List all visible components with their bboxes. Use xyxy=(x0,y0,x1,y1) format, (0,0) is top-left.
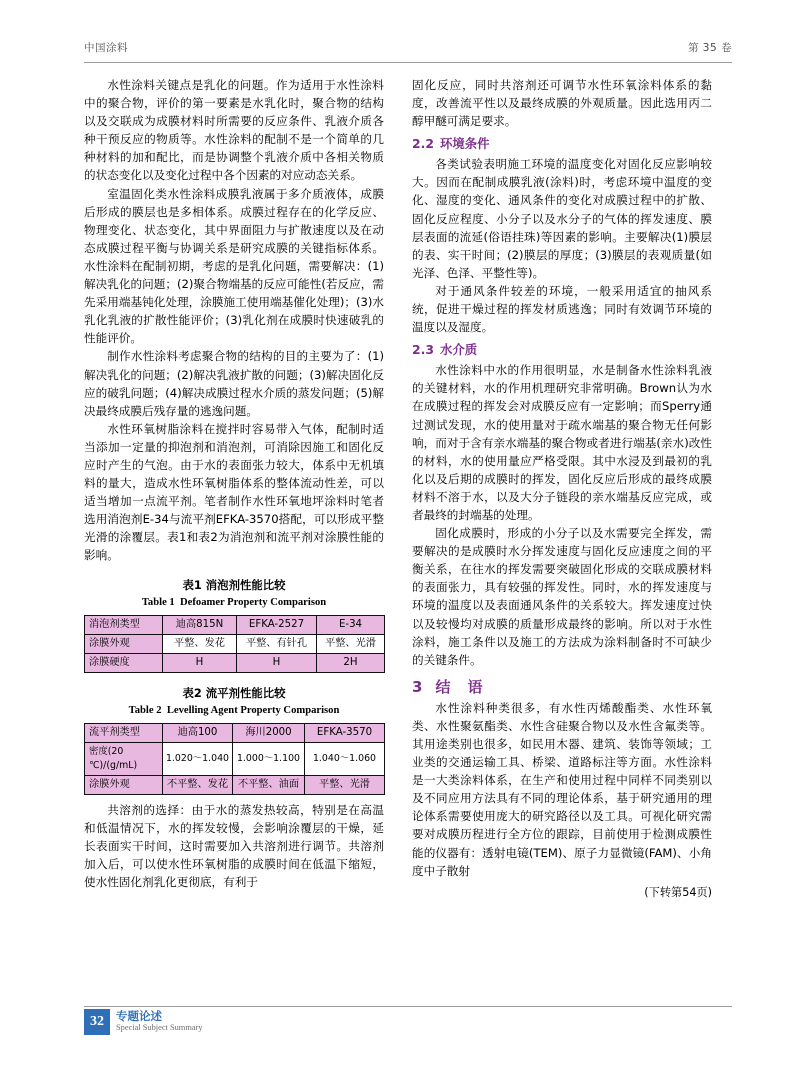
paragraph: 固化成膜时，形成的小分子以及水需要完全挥发，需要解决的是成膜时水分挥发速度与固化反应速度之间的平衡关系，在往水的挥发需要突破固化形成的交联成膜材料的表面张力，具有较强的挥发性。同时，水的挥发速度与环境的温度以及表面通风条件的关系较大。挥发速度过快以及较慢均对成膜的质量形成最终的影响。所以对于水性涂料，施工条件以及施工的方法成为涂料制备时不可缺少的关键条件。 xyxy=(412,526,712,667)
footer-section-cn: 专题论述 xyxy=(116,1009,162,1023)
cell: 不平整、发花 xyxy=(163,775,233,794)
cell: 1.000～1.100 xyxy=(233,742,305,775)
levelling-agent-table xyxy=(84,723,385,795)
section-number: 3 xyxy=(412,677,424,696)
page-number-badge: 32 xyxy=(84,1009,110,1035)
cell: 迪高815N xyxy=(163,615,237,634)
row-label: 流平剂类型 xyxy=(85,723,163,742)
continuation-note: (下转第54页) xyxy=(644,885,712,899)
table2-title xyxy=(84,685,384,702)
paragraph: 水性涂料中水的作用很明显，水是制备水性涂料乳液的关键材料，水的作用机理研究非常明确。Brown认为水在成膜过程的挥发会对成膜反应有一定影响；而Sperry通过测试发现，水的使用量对于疏水端基的聚合物无任何影响，而对于含有亲水端基的聚合物或者进行端基(亲水)改性的材料，水的使用量应严格受限。其中水浸及到最初的乳化以及后期的成膜时的挥发，固化反应后形成的最终成膜材料不溶于水，以及大分子链段的亲水端基反应完成，或者最终的封端基的处理。 xyxy=(412,363,712,522)
table2-block xyxy=(84,685,384,795)
section-title: 环境条件 xyxy=(439,136,490,152)
footer-divider xyxy=(84,1006,732,1007)
table2-number: 表2 xyxy=(182,685,202,700)
section-heading-2-3 xyxy=(412,340,712,360)
table-row xyxy=(85,775,385,794)
page-footer xyxy=(84,1009,384,1043)
section-number: 2.3 xyxy=(412,342,434,358)
header-divider xyxy=(84,62,732,63)
row-label: 涂膜硬度 xyxy=(85,653,163,672)
table1-block xyxy=(84,577,384,673)
cell: 平整、光滑 xyxy=(317,634,385,653)
cell: 平整、有针孔 xyxy=(237,634,317,653)
table1-title xyxy=(84,577,384,594)
cell: 海川2000 xyxy=(233,723,305,742)
paragraph: 水性涂料关键点是乳化的问题。作为适用于水性涂料中的聚合物，评价的第一要素是水乳化时，聚合物的结构以及交联成为成膜材料时所需要的反应条件、乳液介质各种干预反应的物质等。水性涂料的配制不是一个简单的几种材料的加和配比，而是协调整个乳液介质中各相关物质的状态变化以及变化过程中各个因素的对应动态关系。 xyxy=(84,78,384,183)
cell: H xyxy=(237,653,317,672)
cell: 1.040～1.060 xyxy=(305,742,385,775)
row-label: 密度(20 ℃)/(g/mL) xyxy=(85,742,163,775)
cell: 平整、发花 xyxy=(163,634,237,653)
paragraph: 共溶剂的选择：由于水的蒸发热较高，特别是在高温和低温情况下，水的挥发较慢，会影响涂覆层的干燥，延长表面实干时间，这时需要加入共溶剂进行调节。共溶剂加入后，可以使水性环氧树脂的成膜时间在低温下缩短，使水性固化剂乳化更彻底，有利于 xyxy=(84,802,384,889)
table-row xyxy=(85,615,385,634)
table2-title-cn: 流平剂性能比较 xyxy=(205,685,286,700)
table1-title-en-line xyxy=(84,595,384,611)
paragraph: 水性涂料种类很多，有水性丙烯酸酯类、水性环氧类、水性聚氨酯类、水性含硅聚合物以及水性含氟类等。其用途类别也很多，如民用木器、建筑、装饰等领域；工业类的交通运输工具、桥梁、道路标注等方面。水性涂料是一大类涂料体系，在生产和使用过程中同样不同类别以及不同应用方法具有不同的理论体系，基于研究通用的理论体系需要使用庞大的研究路径以及工具。可视化研究需要对成膜历程进行全方位的跟踪，目前使用于检测成膜性能的仪器有：透射电镜(TEM)、原子力显微镜(FAM)、小角度中子散射 xyxy=(412,700,712,878)
table-row xyxy=(85,742,385,775)
table-row xyxy=(85,723,385,742)
cell: 迪高100 xyxy=(163,723,233,742)
paragraph: 对于通风条件较差的环境，一般采用适宜的抽风系统，促进干燥过程的挥发材质逃逸；同时有效调节环境的温度以及湿度。 xyxy=(412,283,712,335)
section-number: 2.2 xyxy=(412,136,434,152)
cell: 平整、光滑 xyxy=(305,775,385,794)
row-label: 消泡剂类型 xyxy=(85,615,163,634)
table1-number-en: Table 1 xyxy=(141,596,175,608)
volume-label: 第 35 卷 xyxy=(687,42,732,54)
section-title: 结 语 xyxy=(435,677,484,696)
table1-title-cn: 消泡剂性能比较 xyxy=(205,577,286,592)
section-heading-2-2 xyxy=(412,134,712,154)
cell: H xyxy=(163,653,237,672)
defoamer-table xyxy=(84,615,385,673)
cell: 1.020～1.040 xyxy=(163,742,233,775)
footer-section-en: Special Subject Summary xyxy=(116,1023,203,1032)
table2-title-en-line xyxy=(84,703,384,719)
table-row xyxy=(85,653,385,672)
table1-number: 表1 xyxy=(182,577,202,592)
paragraph: 室温固化类水性涂料成膜乳液属于多介质液体，成膜后形成的膜层也是多相体系。成膜过程存在的化学反应、物理变化、状态变化，其中界面阻力与扩散速度以及在动态成膜过程平衡与协调关系是研究成膜的关键指标体系。水性涂料在配制初期，考虑的是乳化问题，需要解决：(1)解决乳化的问题；(2)聚合物端基的反应可能性(若反应，需先采用端基钝化处理，涂膜施工使用端基催化处理)；(3)水乳化乳液的扩散性能评价；(3)乳化剂在成膜时快速破乳的性能评价。 xyxy=(84,186,384,346)
cell: 2H xyxy=(317,653,385,672)
paragraph: 制作水性涂料考虑聚合物的结构的目的主要为了：(1)解决乳化的问题；(2)解决乳液扩散的问题；(3)解决固化反应的破乳问题；(4)解决成膜过程水介质的蒸发问题；(5)解决最终成膜后残存量的逃逸问题。 xyxy=(84,349,384,418)
table2-title-en: Levelling Agent Property Comparison xyxy=(166,704,340,716)
cell: EFKA-3570 xyxy=(305,723,385,742)
left-column xyxy=(84,76,384,891)
cell: E-34 xyxy=(317,615,385,634)
running-head xyxy=(62,40,732,62)
paragraph: 固化反应，同时共溶剂还可调节水性环氧涂料体系的黏度，改善流平性以及最终成膜的外观质量。因此选用丙二醇甲醚可满足要求。 xyxy=(412,78,712,129)
row-label: 涂膜外观 xyxy=(85,634,163,653)
paragraph: 水性环氧树脂涂料在搅拌时容易带入气体，配制时适当添加一定量的抑泡剂和消泡剂，可消除因施工和固化反应时产生的气泡。由于水的表面张力较大，体系中无机填料的量大，造成水性环氧树脂体系的整体流动性差，可以适当增加一点流平剂。笔者制作水性环氧地坪涂料时笔者选用消泡剂E-34与流平剂EFKA-3570搭配，可以形成平整光滑的涂覆层。表1和表2为消泡剂和流平剂对涂膜性能的影响。 xyxy=(84,421,384,563)
journal-name: 中国涂料 xyxy=(84,42,128,54)
paragraph: 各类试验表明施工环境的温度变化对固化反应影响较大。因而在配制成膜乳液(涂料)时，考虑环境中温度的变化、湿度的变化、通风条件的变化对成膜过程中的扩散、固化反应程度、小分子以及水分子的气体的挥发速度、膜层表面的流延(俗语挂珠)等因素的影响。主要解决(1)膜层的表、实干时间；(2)膜层的厚度；(3)膜层的表观质量(如光泽、色泽、平整性等)。 xyxy=(412,157,712,280)
table-row xyxy=(85,634,385,653)
row-label: 涂膜外观 xyxy=(85,775,163,794)
cell: EFKA-2527 xyxy=(237,615,317,634)
section-heading-conclusion xyxy=(412,677,712,697)
table1-title-en: Defoamer Property Comparison xyxy=(180,596,327,608)
section-title: 水介质 xyxy=(439,342,478,358)
table2-number-en: Table 2 xyxy=(128,704,162,716)
right-column xyxy=(412,76,712,913)
cell: 不平整、油面 xyxy=(233,775,305,794)
